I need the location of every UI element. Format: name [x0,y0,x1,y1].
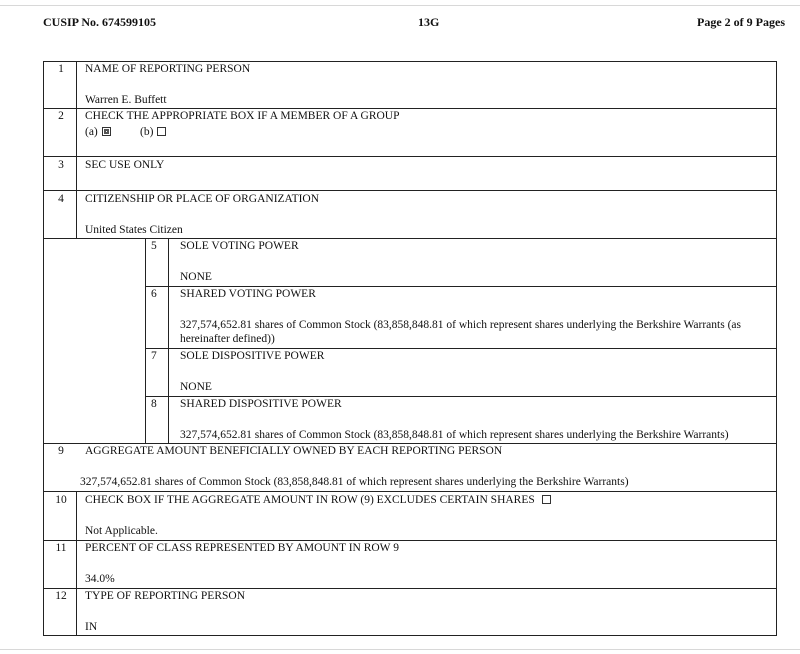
checkbox-a[interactable] [102,127,111,136]
row-label-shared-dispositive: SHARED DISPOSITIVE POWER [180,398,342,410]
row-number: 5 [151,240,157,252]
row-divider [43,491,777,492]
form-type: 13G [418,15,440,29]
row-number: 2 [58,110,64,122]
reporting-person-name: Warren E. Buffett [85,94,167,106]
cusip-number: CUSIP No. 674599105 [43,15,157,29]
checkbox-b[interactable] [157,127,166,136]
excludes-label-text: CHECK BOX IF THE AGGREGATE AMOUNT IN ROW (9) EXCLUDES CERTAIN SHARES [85,494,535,506]
checkbox-a-group [85,125,111,139]
row-label-type: TYPE OF REPORTING PERSON [85,590,246,602]
excludes-checkbox[interactable] [542,495,551,504]
row-label-citizenship: CITIZENSHIP OR PLACE OF ORGANIZATION [85,193,320,205]
row-number: 10 [55,494,67,506]
sole-voting-value: NONE [180,271,212,283]
number-column-divider [76,491,77,636]
sole-dispositive-value: NONE [180,381,212,393]
row-number: 4 [58,193,64,205]
row-divider [43,190,777,191]
citizenship-value: United States Citizen [85,224,183,236]
shared-dispositive-value: 327,574,652.81 shares of Common Stock (83,858,848.81 of which represent shares underlying the Berkshire Warrants) [180,429,729,441]
top-rule [0,5,800,6]
row-number: 1 [58,63,64,75]
row-number: 12 [55,590,67,602]
aggregate-value: 327,574,652.81 shares of Common Stock (83,858,848.81 of which represent shares underlying the Berkshire Warrants) [80,476,629,488]
percent-value: 34.0% [85,573,115,585]
checkbox-a-label: (a) [85,126,98,138]
row-number: 11 [55,542,67,554]
checkbox-b-label: (b) [140,126,154,138]
row-divider [43,156,777,157]
row-label-aggregate: AGGREGATE AMOUNT BENEFICIALLY OWNED BY EACH REPORTING PERSON [85,445,503,457]
row-label-percent: PERCENT OF CLASS REPRESENTED BY AMOUNT IN ROW 9 [85,542,399,554]
row-number: 8 [151,398,157,410]
checkbox-b-group [140,125,166,139]
row-number: 3 [58,159,64,171]
row-number: 7 [151,350,157,362]
excludes-value: Not Applicable. [85,525,158,537]
shared-voting-value: 327,574,652.81 shares of Common Stock (83,858,848.81 of which represent shares underlying the Berkshire Warrants (as hereinafter defined)) [180,319,741,345]
row-label-name: NAME OF REPORTING PERSON [85,63,251,75]
sub-number-column-divider [168,238,169,443]
page-number: Page 2 of 9 Pages [697,15,785,29]
group-column-divider [145,238,146,443]
bottom-rule [0,649,800,650]
row-number: 9 [58,445,64,457]
row-label-excludes [85,493,551,507]
number-column-divider [76,61,77,238]
type-value: IN [85,621,98,633]
row-label-group: CHECK THE APPROPRIATE BOX IF A MEMBER OF A GROUP [85,110,400,122]
row-label-sole-voting: SOLE VOTING POWER [180,240,299,252]
row-number: 6 [151,288,157,300]
row-label-shared-voting: SHARED VOTING POWER [180,288,316,300]
row-label-sole-dispositive: SOLE DISPOSITIVE POWER [180,350,325,362]
row-label-sec: SEC USE ONLY [85,159,165,171]
